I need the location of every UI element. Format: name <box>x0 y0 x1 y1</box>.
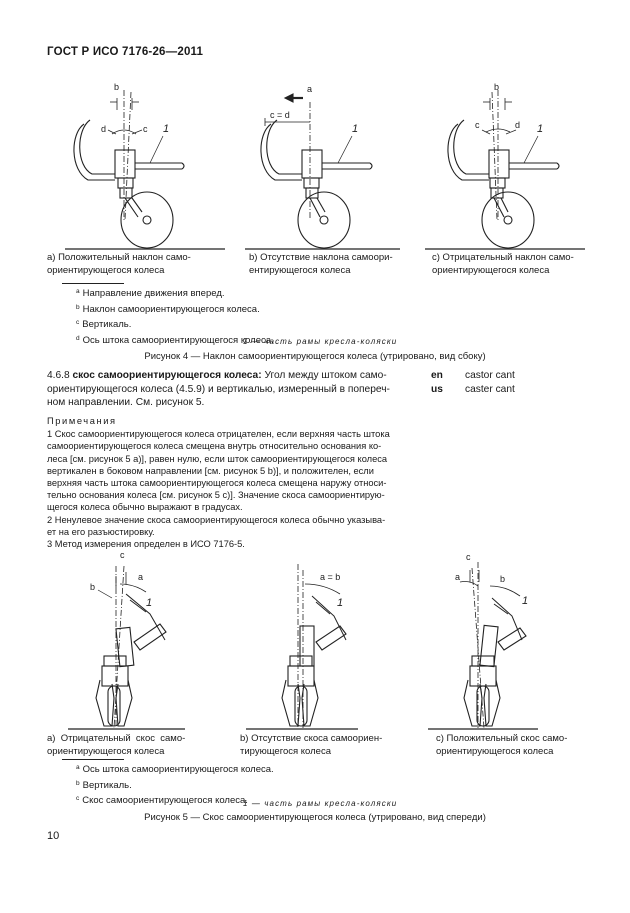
caption-line: ориентирующегося колеса <box>47 264 165 276</box>
fig4c-label-c: c <box>475 120 480 130</box>
definition-line: ном направлении. См. рисунок 5. <box>47 397 205 408</box>
fig4b-label-1: 1 <box>352 123 359 135</box>
note-line: ет на его разъюстировку. <box>47 526 155 537</box>
fig5b-label-ab: a = b <box>320 572 341 582</box>
page-number: 10 <box>47 830 60 842</box>
fig5c-label-c: c <box>466 552 471 562</box>
caption-line: ориентирующегося колеса <box>436 745 554 757</box>
figure-4-title: Рисунок 4 — Наклон самоориентирующегося колеса (утрировано, вид сбоку) <box>144 351 486 362</box>
fig5a-label-b: b <box>90 582 96 592</box>
fig5c-label-a: a <box>455 572 461 582</box>
definition-line: ориентирующегося колеса (4.5.9) и вертикалью, измеренный в попереч- <box>47 383 390 395</box>
footnote-item: $^a$ Ось штока самоориентирующегося колеса. <box>76 764 274 775</box>
caption-line: a) Отрицательный скос само- <box>47 733 186 744</box>
translation-us: us caster cant <box>431 383 515 395</box>
fig4c-label-b: b <box>494 82 500 92</box>
note-line: верхняя часть штока самоориентирующегося колеса смещена наружу относи- <box>47 478 387 489</box>
caption-line: ориентирующегося колеса <box>47 745 165 757</box>
fig4c-label-d: d <box>515 120 521 130</box>
section-number: 4.6.8 <box>47 370 70 381</box>
term-translations <box>431 369 515 396</box>
note-line: 3 Метод измерения определен в ИСО 7176-5. <box>47 539 245 550</box>
definition-line: 4.6.8 скос самоориентирующегося колеса: Угол между штоком само- <box>47 370 387 381</box>
fig4a-label-1: 1 <box>163 123 170 135</box>
fig5c-label-1: 1 <box>522 595 529 607</box>
fig5b-label-1: 1 <box>337 597 344 609</box>
fig5a-label-a: a <box>138 572 144 582</box>
fig4b-label-cd: c = d <box>270 110 290 120</box>
note-line: 1 Скос самоориентирующегося колеса отрицателен, если верхняя часть штока <box>47 429 390 440</box>
notes-block <box>47 415 415 550</box>
note-line: леса [см. рисунок 5 а)], равен нулю, если шток самоориентирующегося колеса <box>47 453 388 464</box>
fig5c-label-b: b <box>500 574 506 584</box>
note-line: тельно основания колеса [см. рисунок 5 с)]. Значение скоса самоориентирую- <box>47 490 385 501</box>
section-4-6-8 <box>47 369 415 410</box>
fig4b-label-a: a <box>307 84 313 94</box>
footnote-item: $^b$ Вертикаль. <box>76 779 132 791</box>
note-line: самоориентирующегося колеса смещена внутрь относительно основания ко- <box>47 441 382 452</box>
figure-4a-drawing <box>74 82 184 248</box>
figure-4c-drawing <box>448 82 559 248</box>
fig4c-label-1: 1 <box>537 123 544 135</box>
fig4a-label-d: d <box>101 124 107 134</box>
footnote-item: $^c$ Вертикаль. <box>76 319 132 330</box>
note-line: 2 Ненулевое значение скоса самоориентирующегося колеса обычно указыва- <box>47 514 386 525</box>
fig5a-label-c: c <box>120 550 125 560</box>
notes-heading: Примечания <box>47 416 117 426</box>
figure-5-key: 1 — часть рамы кресла-коляски <box>243 799 398 808</box>
fig5a-label-1: 1 <box>146 597 153 609</box>
caption-line: b) Отсутствие скоса самоориен- <box>240 733 383 744</box>
caption-line: ориентирующегося колеса <box>432 264 550 276</box>
caption-line: c) Отрицательный наклон само- <box>432 252 574 263</box>
figure-4c-caption <box>432 252 612 277</box>
footnote-item: $^d$ Ось штока самоориентирующегося колеса. <box>76 334 274 346</box>
caption-line: тирующегося колеса <box>240 745 331 757</box>
figure-5b-caption <box>240 733 420 758</box>
translation-en: en castor cant <box>431 370 515 381</box>
figure-5-title: Рисунок 5 — Скос самоориентирующегося колеса (утрировано, вид спереди) <box>144 812 486 823</box>
note-line: щегося колеса обычно выражают в градусах. <box>47 502 243 513</box>
figure-5c-drawing <box>455 552 528 728</box>
caption-line: b) Отсутствие наклона самоори- <box>249 252 393 263</box>
figure-5b-drawing <box>282 564 346 728</box>
footnote-divider <box>62 283 124 284</box>
footnote-item: $^a$ Направление движения вперед. <box>76 288 225 299</box>
caption-line: ентирующегося колеса <box>249 264 351 276</box>
document-header: ГОСТ Р ИСО 7176-26—2011 <box>47 46 204 58</box>
figure-4a-caption <box>47 252 227 277</box>
figure-4-drawings <box>0 70 630 250</box>
figure-5a-caption <box>47 733 227 758</box>
footnote-item: $^c$ Скос самоориентирующегося колеса. <box>76 795 248 806</box>
footnote-item: $^b$ Наклон самоориентирующегося колеса. <box>76 303 260 315</box>
caption-line: a) Положительный наклон само- <box>47 252 191 263</box>
figure-4b-caption <box>249 252 429 277</box>
fig4a-label-c: c <box>143 124 148 134</box>
footnote-divider <box>62 759 124 760</box>
figure-5-drawings <box>0 548 630 730</box>
note-line: вертикален в боковом направлении [см. рисунок 5 b)], и положителен, если <box>47 465 374 476</box>
figure-4b-drawing <box>261 84 372 248</box>
figure-5c-caption <box>436 733 616 758</box>
figure-4-key: 1 — часть рамы кресла-коляски <box>243 337 398 346</box>
section-term: скос самоориентирующегося колеса: <box>72 370 262 381</box>
fig4a-label-b: b <box>114 82 120 92</box>
caption-line: c) Положительный скос само- <box>436 733 568 744</box>
figure-5a-drawing <box>90 550 166 728</box>
